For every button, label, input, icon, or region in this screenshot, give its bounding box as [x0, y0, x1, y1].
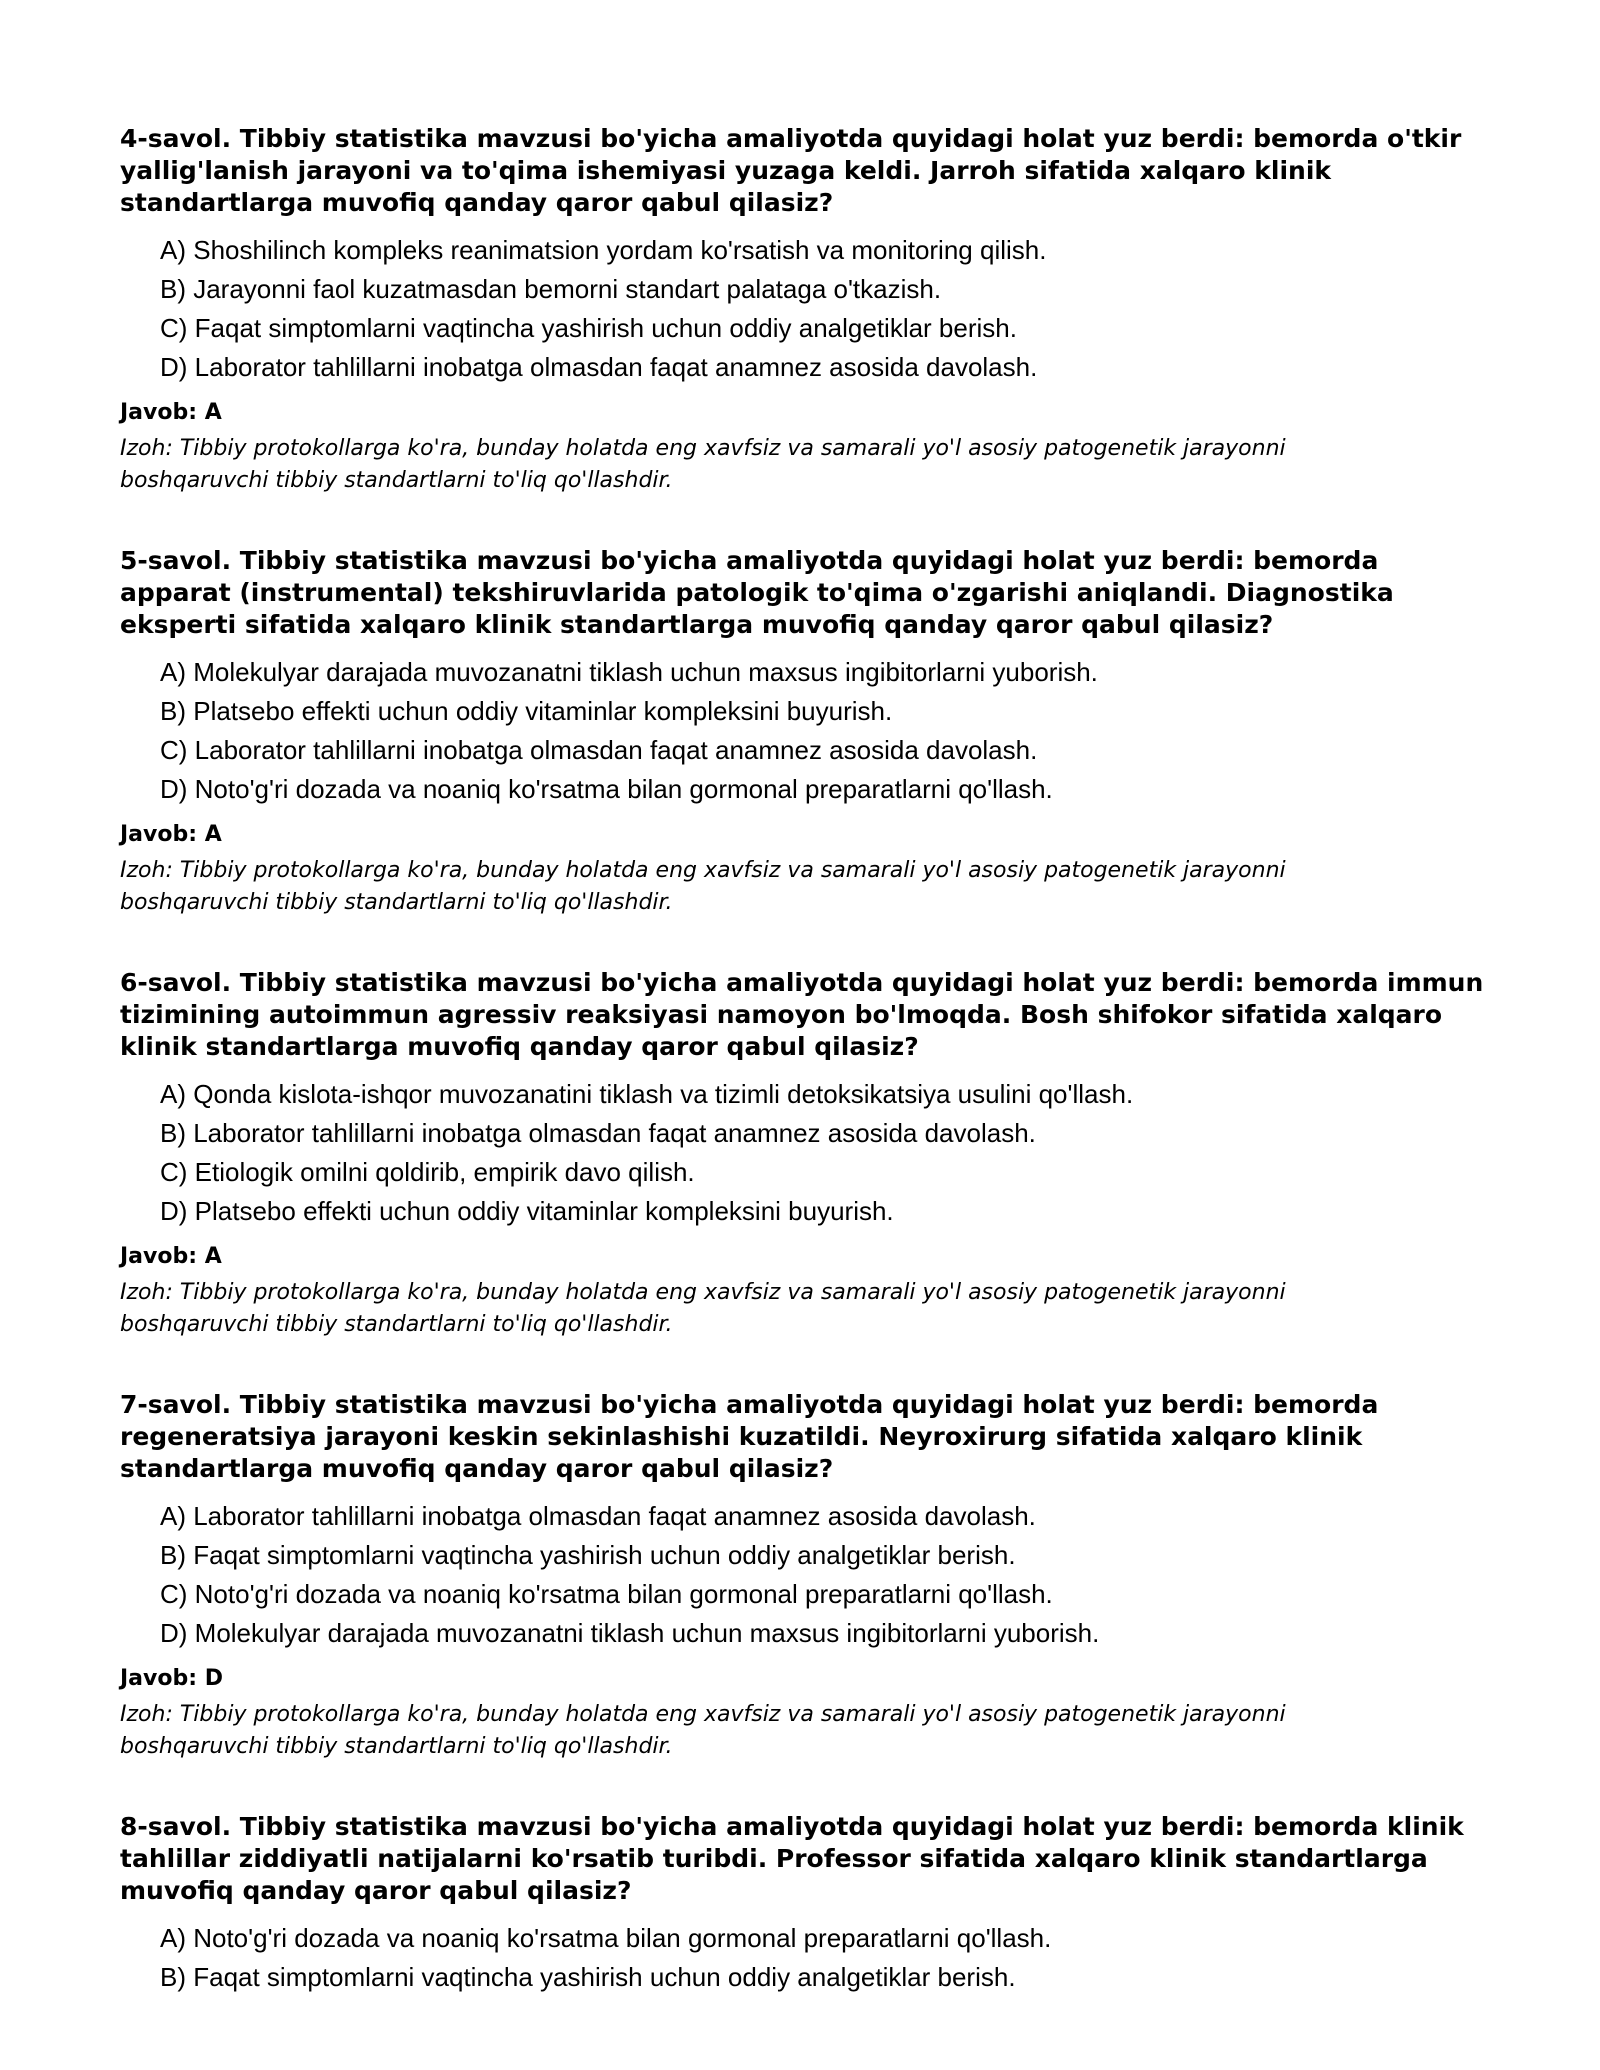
option-b: B) Faqat simptomlarni vaqtincha yashirish uchun oddiy analgetiklar berish.	[160, 1962, 1016, 1992]
option-c: C) Etiologik omilni qoldirib, empirik davo qilish.	[160, 1157, 695, 1187]
option-c: C) Noto'g'ri dozada va noaniq ko'rsatma bilan gormonal preparatlarni qo'llash.	[160, 1579, 1053, 1609]
answer-label: Javob: A	[120, 1244, 222, 1269]
question-title: 5-savol. Tibbiy statistika mavzusi bo'yicha amaliyotda quyidagi holat yuz berdi: bemorda apparat (instrumental) tekshiruvlarida patologik to'qima o'zgarishi aniqlandi. Diagnostika eksperti sifatida xalqaro klinik standartlarga muvofiq qanday qaror qabul qilasiz?	[120, 546, 1394, 639]
option-a: A) Shoshilinch kompleks reanimatsion yordam ko'rsatish va monitoring qilish.	[160, 235, 1047, 265]
options-list	[120, 231, 1490, 387]
option-b: B) Laborator tahlillarni inobatga olmasdan faqat anamnez asosida davolash.	[160, 1118, 1036, 1148]
option-a: A) Molekulyar darajada muvozanatni tiklash uchun maxsus ingibitorlarni yuborish.	[160, 657, 1098, 687]
explanation-note: Izoh: Tibbiy protokollarga ko'ra, bunday holatda eng xavfsiz va samarali yo'l asosiy patogenetik jarayonni boshqaruvchi tibbiy standartlarni to'liq qo'llashdir.	[120, 858, 1286, 915]
option-c: C) Faqat simptomlarni vaqtincha yashirish uchun oddiy analgetiklar berish.	[160, 313, 1017, 343]
question-title: 6-savol. Tibbiy statistika mavzusi bo'yicha amaliyotda quyidagi holat yuz berdi: bemorda immun tizimining autoimmun agressiv reaksiyasi namoyon bo'lmoqda. Bosh shifokor sifatida xalqaro klinik standartlarga muvofiq qanday qaror qabul qilasiz?	[120, 968, 1484, 1061]
question-title: 8-savol. Tibbiy statistika mavzusi bo'yicha amaliyotda quyidagi holat yuz berdi: bemorda klinik tahlillar ziddiyatli natijalarni ko'rsatib turibdi. Professor sifatida xalqaro klinik standartlarga muvofiq qanday qaror qabul qilasiz?	[120, 1812, 1464, 1905]
option-a: A) Qonda kislota-ishqor muvozanatini tiklash va tizimli detoksikatsiya usulini qo'llash.	[160, 1079, 1134, 1109]
question-block	[120, 545, 1490, 919]
option-d: D) Platsebo effekti uchun oddiy vitaminlar kompleksini buyurish.	[160, 1196, 894, 1226]
question-block	[120, 1811, 1490, 1997]
option-a: A) Laborator tahlillarni inobatga olmasdan faqat anamnez asosida davolash.	[160, 1501, 1036, 1531]
options-list	[120, 1075, 1490, 1231]
option-b: B) Jarayonni faol kuzatmasdan bemorni standart palataga o'tkazish.	[160, 274, 942, 304]
option-c: C) Laborator tahlillarni inobatga olmasdan faqat anamnez asosida davolash.	[160, 735, 1038, 765]
answer-label: Javob: A	[120, 822, 222, 847]
option-d: D) Laborator tahlillarni inobatga olmasdan faqat anamnez asosida davolash.	[160, 352, 1038, 382]
explanation-note: Izoh: Tibbiy protokollarga ko'ra, bunday holatda eng xavfsiz va samarali yo'l asosiy patogenetik jarayonni boshqaruvchi tibbiy standartlarni to'liq qo'llashdir.	[120, 436, 1286, 493]
option-a: A) Noto'g'ri dozada va noaniq ko'rsatma bilan gormonal preparatlarni qo'llash.	[160, 1923, 1052, 1953]
option-b: B) Faqat simptomlarni vaqtincha yashirish uchun oddiy analgetiklar berish.	[160, 1540, 1016, 1570]
options-list	[120, 1919, 1490, 1997]
options-list	[120, 1497, 1490, 1653]
option-d: D) Noto'g'ri dozada va noaniq ko'rsatma bilan gormonal preparatlarni qo'llash.	[160, 774, 1053, 804]
answer-label: Javob: A	[120, 400, 222, 425]
explanation-note: Izoh: Tibbiy protokollarga ko'ra, bunday holatda eng xavfsiz va samarali yo'l asosiy patogenetik jarayonni boshqaruvchi tibbiy standartlarni to'liq qo'llashdir.	[120, 1702, 1286, 1759]
document-page	[120, 123, 1490, 2045]
option-d: D) Molekulyar darajada muvozanatni tiklash uchun maxsus ingibitorlarni yuborish.	[160, 1618, 1100, 1648]
option-b: B) Platsebo effekti uchun oddiy vitaminlar kompleksini buyurish.	[160, 696, 893, 726]
answer-label: Javob: D	[120, 1666, 223, 1691]
question-title: 4-savol. Tibbiy statistika mavzusi bo'yicha amaliyotda quyidagi holat yuz berdi: bemorda o'tkir yallig'lanish jarayoni va to'qima ishemiyasi yuzaga keldi. Jarroh sifatida xalqaro klinik standartlarga muvofiq qanday qaror qabul qilasiz?	[120, 124, 1462, 217]
options-list	[120, 653, 1490, 809]
question-block	[120, 123, 1490, 497]
question-block	[120, 1389, 1490, 1763]
explanation-note: Izoh: Tibbiy protokollarga ko'ra, bunday holatda eng xavfsiz va samarali yo'l asosiy patogenetik jarayonni boshqaruvchi tibbiy standartlarni to'liq qo'llashdir.	[120, 1280, 1286, 1337]
question-block	[120, 967, 1490, 1341]
question-title: 7-savol. Tibbiy statistika mavzusi bo'yicha amaliyotda quyidagi holat yuz berdi: bemorda regeneratsiya jarayoni keskin sekinlashishi kuzatildi. Neyroxirurg sifatida xalqaro klinik standartlarga muvofiq qanday qaror qabul qilasiz?	[120, 1390, 1379, 1483]
